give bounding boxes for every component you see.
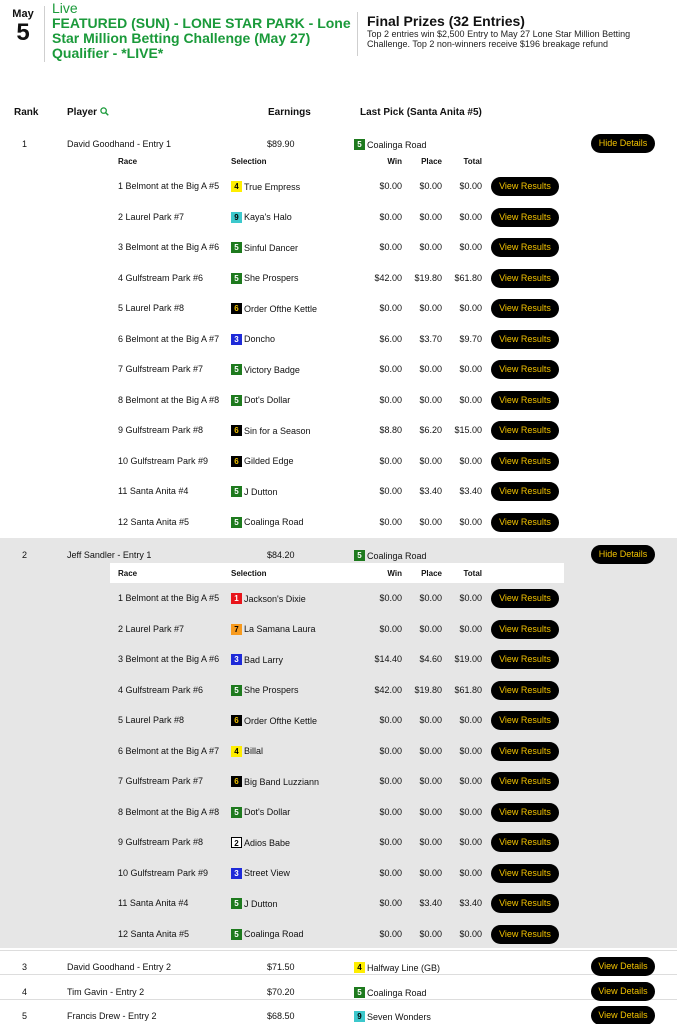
selection-row	[0, 513, 677, 533]
selection-race: 12 Santa Anita #5	[118, 516, 190, 527]
player-rank: 4	[22, 987, 28, 997]
event-status: Live	[52, 0, 78, 16]
post-position-badge: 6	[231, 425, 242, 436]
selection-horse	[231, 303, 317, 314]
selection-total: $0.00	[459, 181, 482, 191]
subcol-selection: Selection	[231, 157, 267, 166]
selection-total: $0.00	[459, 928, 482, 939]
view-results-button[interactable]: View Results	[491, 513, 559, 532]
post-position-badge: 1	[231, 593, 242, 604]
selection-win: $0.00	[379, 806, 402, 817]
selection-place: $0.00	[419, 745, 442, 756]
selection-race: 7 Gulfstream Park #7	[118, 364, 204, 374]
event-header	[0, 0, 677, 72]
post-position-badge: 5	[231, 517, 242, 528]
selection-win: $0.00	[379, 516, 402, 527]
selection-place: $0.00	[419, 593, 442, 603]
subcol-selection: Selection	[231, 569, 267, 578]
player-row	[0, 1006, 677, 1024]
view-results-button[interactable]: View Results	[491, 360, 559, 379]
post-position-badge: 6	[231, 715, 242, 726]
selection-place: $0.00	[419, 867, 442, 878]
selection-race: 2 Laurel Park #7	[118, 623, 185, 634]
post-position-badge: 5	[231, 898, 242, 909]
post-position-badge: 2	[231, 837, 242, 848]
selection-win: $0.00	[379, 928, 402, 939]
event-info	[52, 1, 352, 61]
selection-total: $61.80	[454, 684, 482, 695]
horse-name: Sin for a Season	[244, 425, 311, 436]
player-row	[0, 982, 677, 1002]
selection-horse	[231, 776, 319, 787]
selection-race: 8 Belmont at the Big A #8	[118, 394, 220, 405]
horse-name: Order Ofthe Kettle	[244, 303, 318, 314]
selection-total: $61.80	[454, 272, 482, 283]
selection-horse	[231, 364, 300, 375]
selection-place: $6.20	[419, 425, 442, 435]
selection-place: $0.00	[419, 715, 442, 725]
selection-horse	[231, 517, 304, 528]
col-rank: Rank	[14, 107, 39, 118]
player-last-pick	[354, 139, 427, 150]
selection-row	[0, 452, 677, 472]
selection-horse	[231, 837, 290, 848]
view-results-button[interactable]: View Results	[491, 650, 559, 669]
horse-name: Adios Babe	[244, 837, 291, 848]
player-row	[0, 134, 677, 154]
selection-total: $3.40	[459, 486, 482, 496]
event-title: FEATURED (SUN) - LONE STAR PARK - Lone Star Million Betting Challenge (May 27) Qualifier - *LIVE*	[52, 15, 351, 61]
player-rank: 1	[22, 139, 28, 149]
selection-place: $0.00	[419, 211, 442, 222]
selection-total: $3.40	[459, 898, 482, 908]
selection-place: $0.00	[419, 837, 442, 847]
subcol-total: Total	[463, 157, 482, 166]
view-results-button[interactable]: View Results	[491, 391, 559, 410]
selection-horse	[231, 654, 283, 665]
selection-race: 3 Belmont at the Big A #6	[118, 654, 220, 664]
post-position-badge: 5	[231, 486, 242, 497]
selection-race: 6 Belmont at the Big A #7	[118, 745, 220, 756]
event-month: May	[12, 8, 34, 20]
view-results-button[interactable]: View Results	[491, 894, 559, 913]
view-results-button[interactable]: View Results	[491, 620, 559, 639]
selection-race: 8 Belmont at the Big A #8	[118, 806, 220, 817]
selection-race: 1 Belmont at the Big A #5	[118, 181, 220, 191]
selection-total: $0.00	[459, 867, 482, 878]
selection-total: $0.00	[459, 303, 482, 313]
selection-race: 11 Santa Anita #4	[118, 898, 189, 908]
post-position-badge: 3	[231, 868, 242, 879]
selection-race: 4 Gulfstream Park #6	[118, 684, 204, 695]
post-position-badge: 6	[231, 776, 242, 787]
selection-win: $0.00	[379, 837, 402, 847]
view-results-button[interactable]: View Results	[491, 177, 559, 196]
view-results-button[interactable]: View Results	[491, 589, 559, 608]
event-day: 5	[16, 19, 30, 46]
player-earnings: $84.20	[267, 550, 295, 560]
hide-details-button[interactable]: Hide Details	[591, 545, 655, 564]
selection-total: $0.00	[459, 745, 482, 756]
selection-horse	[231, 593, 306, 604]
selection-total: $0.00	[459, 776, 482, 786]
selection-win: $0.00	[379, 867, 402, 878]
selection-row	[0, 894, 677, 914]
subcol-place: Place	[421, 157, 442, 166]
horse-name: True Empress	[244, 181, 301, 192]
player-rank: 3	[22, 962, 28, 972]
horse-name: Dot's Dollar	[244, 807, 291, 817]
view-results-button[interactable]: View Results	[491, 772, 559, 791]
selection-row	[0, 299, 677, 319]
selection-row	[0, 589, 677, 609]
selection-horse	[231, 898, 278, 909]
selection-horse	[231, 395, 290, 406]
selection-total: $0.00	[459, 211, 482, 222]
selection-row	[0, 421, 677, 441]
selection-total: $0.00	[459, 242, 482, 252]
post-position-badge: 5	[354, 550, 365, 561]
selection-row	[0, 681, 677, 701]
horse-name: She Prospers	[244, 685, 299, 695]
horse-name: Sinful Dancer	[244, 242, 299, 253]
view-results-button[interactable]: View Results	[491, 269, 559, 288]
post-position-badge: 4	[354, 962, 365, 973]
player-name[interactable]: David Goodhand - Entry 2	[67, 962, 172, 972]
selection-horse	[231, 715, 317, 726]
col-player[interactable]	[67, 107, 109, 118]
horse-name: Coalinga Road	[244, 517, 304, 527]
event-date	[8, 8, 38, 46]
post-position-badge: 5	[231, 364, 242, 375]
selection-total: $0.00	[459, 455, 482, 466]
player-row	[0, 957, 677, 977]
selection-win: $0.00	[379, 364, 402, 374]
horse-name: Coalinga Road	[244, 929, 304, 939]
selection-horse	[231, 425, 311, 436]
prizes-description: Top 2 entries win $2,500 Entry to May 27 Lone Star Million Betting Challenge. Top 2 non-winners receive $196 breakage refund	[367, 29, 631, 49]
horse-name: Doncho	[244, 334, 276, 344]
selection-horse	[231, 334, 275, 345]
selection-place: $0.00	[419, 776, 442, 786]
selection-win: $0.00	[379, 455, 402, 466]
selection-win: $0.00	[379, 623, 402, 634]
selection-row	[0, 711, 677, 731]
selection-place: $0.00	[419, 242, 442, 252]
post-position-badge: 4	[231, 746, 242, 757]
selection-win: $0.00	[379, 593, 402, 603]
subheader-background	[110, 563, 564, 583]
selection-row	[0, 391, 677, 411]
horse-name: J Dutton	[244, 486, 278, 497]
selection-place: $3.70	[419, 333, 442, 344]
selection-race: 10 Gulfstream Park #9	[118, 867, 209, 878]
subcol-race: Race	[118, 157, 138, 166]
horse-name: Street View	[244, 868, 290, 878]
selection-race: 9 Gulfstream Park #8	[118, 837, 204, 847]
view-results-button[interactable]: View Results	[491, 833, 559, 852]
view-details-button[interactable]: View Details	[591, 957, 655, 976]
selection-horse	[231, 929, 304, 940]
selection-place: $0.00	[419, 806, 442, 817]
selection-total: $19.00	[454, 654, 482, 664]
selection-place: $0.00	[419, 455, 442, 466]
view-details-button[interactable]: View Details	[591, 982, 655, 1001]
post-position-badge: 5	[354, 139, 365, 150]
search-icon[interactable]	[100, 107, 109, 116]
selection-win: $0.00	[379, 394, 402, 405]
selection-row	[0, 803, 677, 823]
post-position-badge: 6	[231, 456, 242, 467]
selection-race: 12 Santa Anita #5	[118, 928, 190, 939]
player-last-pick	[354, 987, 427, 998]
hide-details-button[interactable]: Hide Details	[591, 134, 655, 153]
subcol-race: Race	[118, 569, 138, 578]
selection-total: $0.00	[459, 806, 482, 817]
selection-row	[0, 177, 677, 197]
selection-race: 11 Santa Anita #4	[118, 486, 189, 496]
selection-win: $42.00	[374, 272, 402, 283]
view-results-button[interactable]: View Results	[491, 803, 559, 822]
horse-name: J Dutton	[244, 898, 278, 909]
selection-row	[0, 864, 677, 884]
col-last-pick: Last Pick (Santa Anita #5)	[360, 107, 482, 118]
selection-race: 10 Gulfstream Park #9	[118, 455, 209, 466]
selection-race: 9 Gulfstream Park #8	[118, 425, 204, 435]
player-name[interactable]: Tim Gavin - Entry 2	[67, 987, 145, 997]
selection-place: $19.80	[414, 272, 442, 283]
selection-row	[0, 620, 677, 640]
selection-race: 3 Belmont at the Big A #6	[118, 242, 220, 252]
selection-row	[0, 925, 677, 945]
selection-total: $0.00	[459, 715, 482, 725]
selection-win: $0.00	[379, 745, 402, 756]
view-results-button[interactable]: View Results	[491, 208, 559, 227]
selection-place: $0.00	[419, 623, 442, 634]
view-results-button[interactable]: View Results	[491, 482, 559, 501]
selection-horse	[231, 746, 263, 757]
last-pick-horse: Seven Wonders	[367, 1011, 431, 1022]
divider	[44, 6, 45, 62]
player-name[interactable]: Francis Drew - Entry 2	[67, 1011, 157, 1021]
selection-place: $3.40	[419, 486, 442, 496]
selection-row	[0, 208, 677, 228]
player-name[interactable]: David Goodhand - Entry 1	[67, 139, 172, 149]
post-position-badge: 3	[231, 654, 242, 665]
selection-horse	[231, 273, 299, 284]
selection-place: $0.00	[419, 181, 442, 191]
selection-race: 5 Laurel Park #8	[118, 715, 185, 725]
post-position-badge: 3	[231, 334, 242, 345]
view-results-button[interactable]: View Results	[491, 742, 559, 761]
selection-row	[0, 742, 677, 762]
horse-name: Bad Larry	[244, 654, 284, 665]
view-results-button[interactable]: View Results	[491, 299, 559, 318]
selection-row	[0, 650, 677, 670]
player-earnings: $89.90	[267, 139, 295, 149]
horse-name: La Samana Laura	[244, 624, 316, 634]
selection-place: $4.60	[419, 654, 442, 664]
prizes-title: Final Prizes (32 Entries)	[367, 13, 525, 29]
selection-race: 1 Belmont at the Big A #5	[118, 593, 220, 603]
selection-horse	[231, 242, 298, 253]
selection-total: $15.00	[454, 425, 482, 435]
post-position-badge: 5	[231, 929, 242, 940]
selection-horse	[231, 456, 294, 467]
selection-horse	[231, 181, 300, 192]
selection-place: $19.80	[414, 684, 442, 695]
selection-place: $3.40	[419, 898, 442, 908]
horse-name: She Prospers	[244, 273, 299, 283]
post-position-badge: 5	[231, 273, 242, 284]
selection-race: 6 Belmont at the Big A #7	[118, 333, 220, 344]
selection-race: 5 Laurel Park #8	[118, 303, 185, 313]
selection-win: $0.00	[379, 486, 402, 496]
selection-place: $0.00	[419, 516, 442, 527]
selection-win: $0.00	[379, 242, 402, 252]
selection-win: $6.00	[379, 333, 402, 344]
selection-place: $0.00	[419, 364, 442, 374]
subcol-win: Win	[387, 569, 402, 578]
post-position-badge: 9	[231, 212, 242, 223]
selection-win: $0.00	[379, 715, 402, 725]
selection-race: 2 Laurel Park #7	[118, 211, 185, 222]
selection-row	[0, 482, 677, 502]
player-last-pick	[354, 1011, 431, 1022]
post-position-badge: 5	[231, 242, 242, 253]
player-last-pick	[354, 550, 427, 561]
prizes-info	[367, 13, 667, 49]
selection-place: $0.00	[419, 303, 442, 313]
last-pick-horse: Coalinga Road	[367, 987, 427, 998]
col-player-label: Player	[67, 107, 98, 118]
col-earnings: Earnings	[268, 107, 311, 118]
selection-horse	[231, 685, 299, 696]
selection-horse	[231, 868, 290, 879]
post-position-badge: 5	[231, 807, 242, 818]
selection-row	[0, 772, 677, 792]
selection-horse	[231, 212, 292, 223]
horse-name: Jackson's Dixie	[244, 593, 306, 604]
subcol-place: Place	[421, 569, 442, 578]
subcol-total: Total	[463, 569, 482, 578]
selection-horse	[231, 624, 316, 635]
selection-win: $0.00	[379, 181, 402, 191]
selection-horse	[231, 486, 278, 497]
view-results-button[interactable]: View Results	[491, 238, 559, 257]
subcol-win: Win	[387, 157, 402, 166]
last-pick-horse: Coalinga Road	[367, 139, 427, 150]
selection-row	[0, 269, 677, 289]
selection-place: $0.00	[419, 928, 442, 939]
selection-row	[0, 330, 677, 350]
row-divider	[0, 950, 677, 951]
player-last-pick	[354, 962, 440, 973]
last-pick-horse: Coalinga Road	[367, 550, 427, 561]
post-position-badge: 5	[354, 987, 365, 998]
post-position-badge: 6	[231, 303, 242, 314]
view-results-button[interactable]: View Results	[491, 330, 559, 349]
selection-race: 4 Gulfstream Park #6	[118, 272, 204, 283]
selection-win: $0.00	[379, 776, 402, 786]
selection-win: $0.00	[379, 211, 402, 222]
view-results-button[interactable]: View Results	[491, 421, 559, 440]
post-position-badge: 5	[231, 395, 242, 406]
selection-total: $0.00	[459, 837, 482, 847]
selection-place: $0.00	[419, 394, 442, 405]
view-details-button[interactable]: View Details	[591, 1006, 655, 1024]
selection-row	[0, 833, 677, 853]
selection-total: $0.00	[459, 516, 482, 527]
selection-total: $0.00	[459, 623, 482, 634]
player-row	[0, 545, 677, 565]
selection-win: $0.00	[379, 898, 402, 908]
view-results-button[interactable]: View Results	[491, 864, 559, 883]
player-rank: 2	[22, 550, 28, 560]
selection-horse	[231, 807, 290, 818]
post-position-badge: 4	[231, 181, 242, 192]
last-pick-horse: Halfway Line (GB)	[367, 962, 441, 973]
divider	[357, 12, 358, 56]
player-rank: 5	[22, 1011, 28, 1021]
horse-name: Gilded Edge	[244, 456, 294, 466]
selection-total: $0.00	[459, 364, 482, 374]
horse-name: Billal	[244, 746, 264, 756]
horse-name: Victory Badge	[244, 364, 300, 375]
post-position-badge: 9	[354, 1011, 365, 1022]
post-position-badge: 7	[231, 624, 242, 635]
selection-total: $0.00	[459, 593, 482, 603]
player-name[interactable]: Jeff Sandler - Entry 1	[67, 550, 152, 560]
player-earnings: $70.20	[267, 987, 295, 997]
view-results-button[interactable]: View Results	[491, 452, 559, 471]
selection-win: $8.80	[379, 425, 402, 435]
view-results-button[interactable]: View Results	[491, 681, 559, 700]
horse-name: Big Band Luzziann	[244, 776, 320, 787]
player-earnings: $71.50	[267, 962, 295, 972]
player-earnings: $68.50	[267, 1011, 295, 1021]
selection-total: $0.00	[459, 394, 482, 405]
selection-row	[0, 360, 677, 380]
horse-name: Dot's Dollar	[244, 395, 291, 405]
horse-name: Order Ofthe Kettle	[244, 715, 318, 726]
selection-row	[0, 238, 677, 258]
view-results-button[interactable]: View Results	[491, 711, 559, 730]
selection-win: $14.40	[374, 654, 402, 664]
horse-name: Kaya's Halo	[244, 212, 292, 222]
post-position-badge: 5	[231, 685, 242, 696]
view-results-button[interactable]: View Results	[491, 925, 559, 944]
selection-race: 7 Gulfstream Park #7	[118, 776, 204, 786]
selection-win: $0.00	[379, 303, 402, 313]
selection-total: $9.70	[459, 333, 482, 344]
selection-win: $42.00	[374, 684, 402, 695]
